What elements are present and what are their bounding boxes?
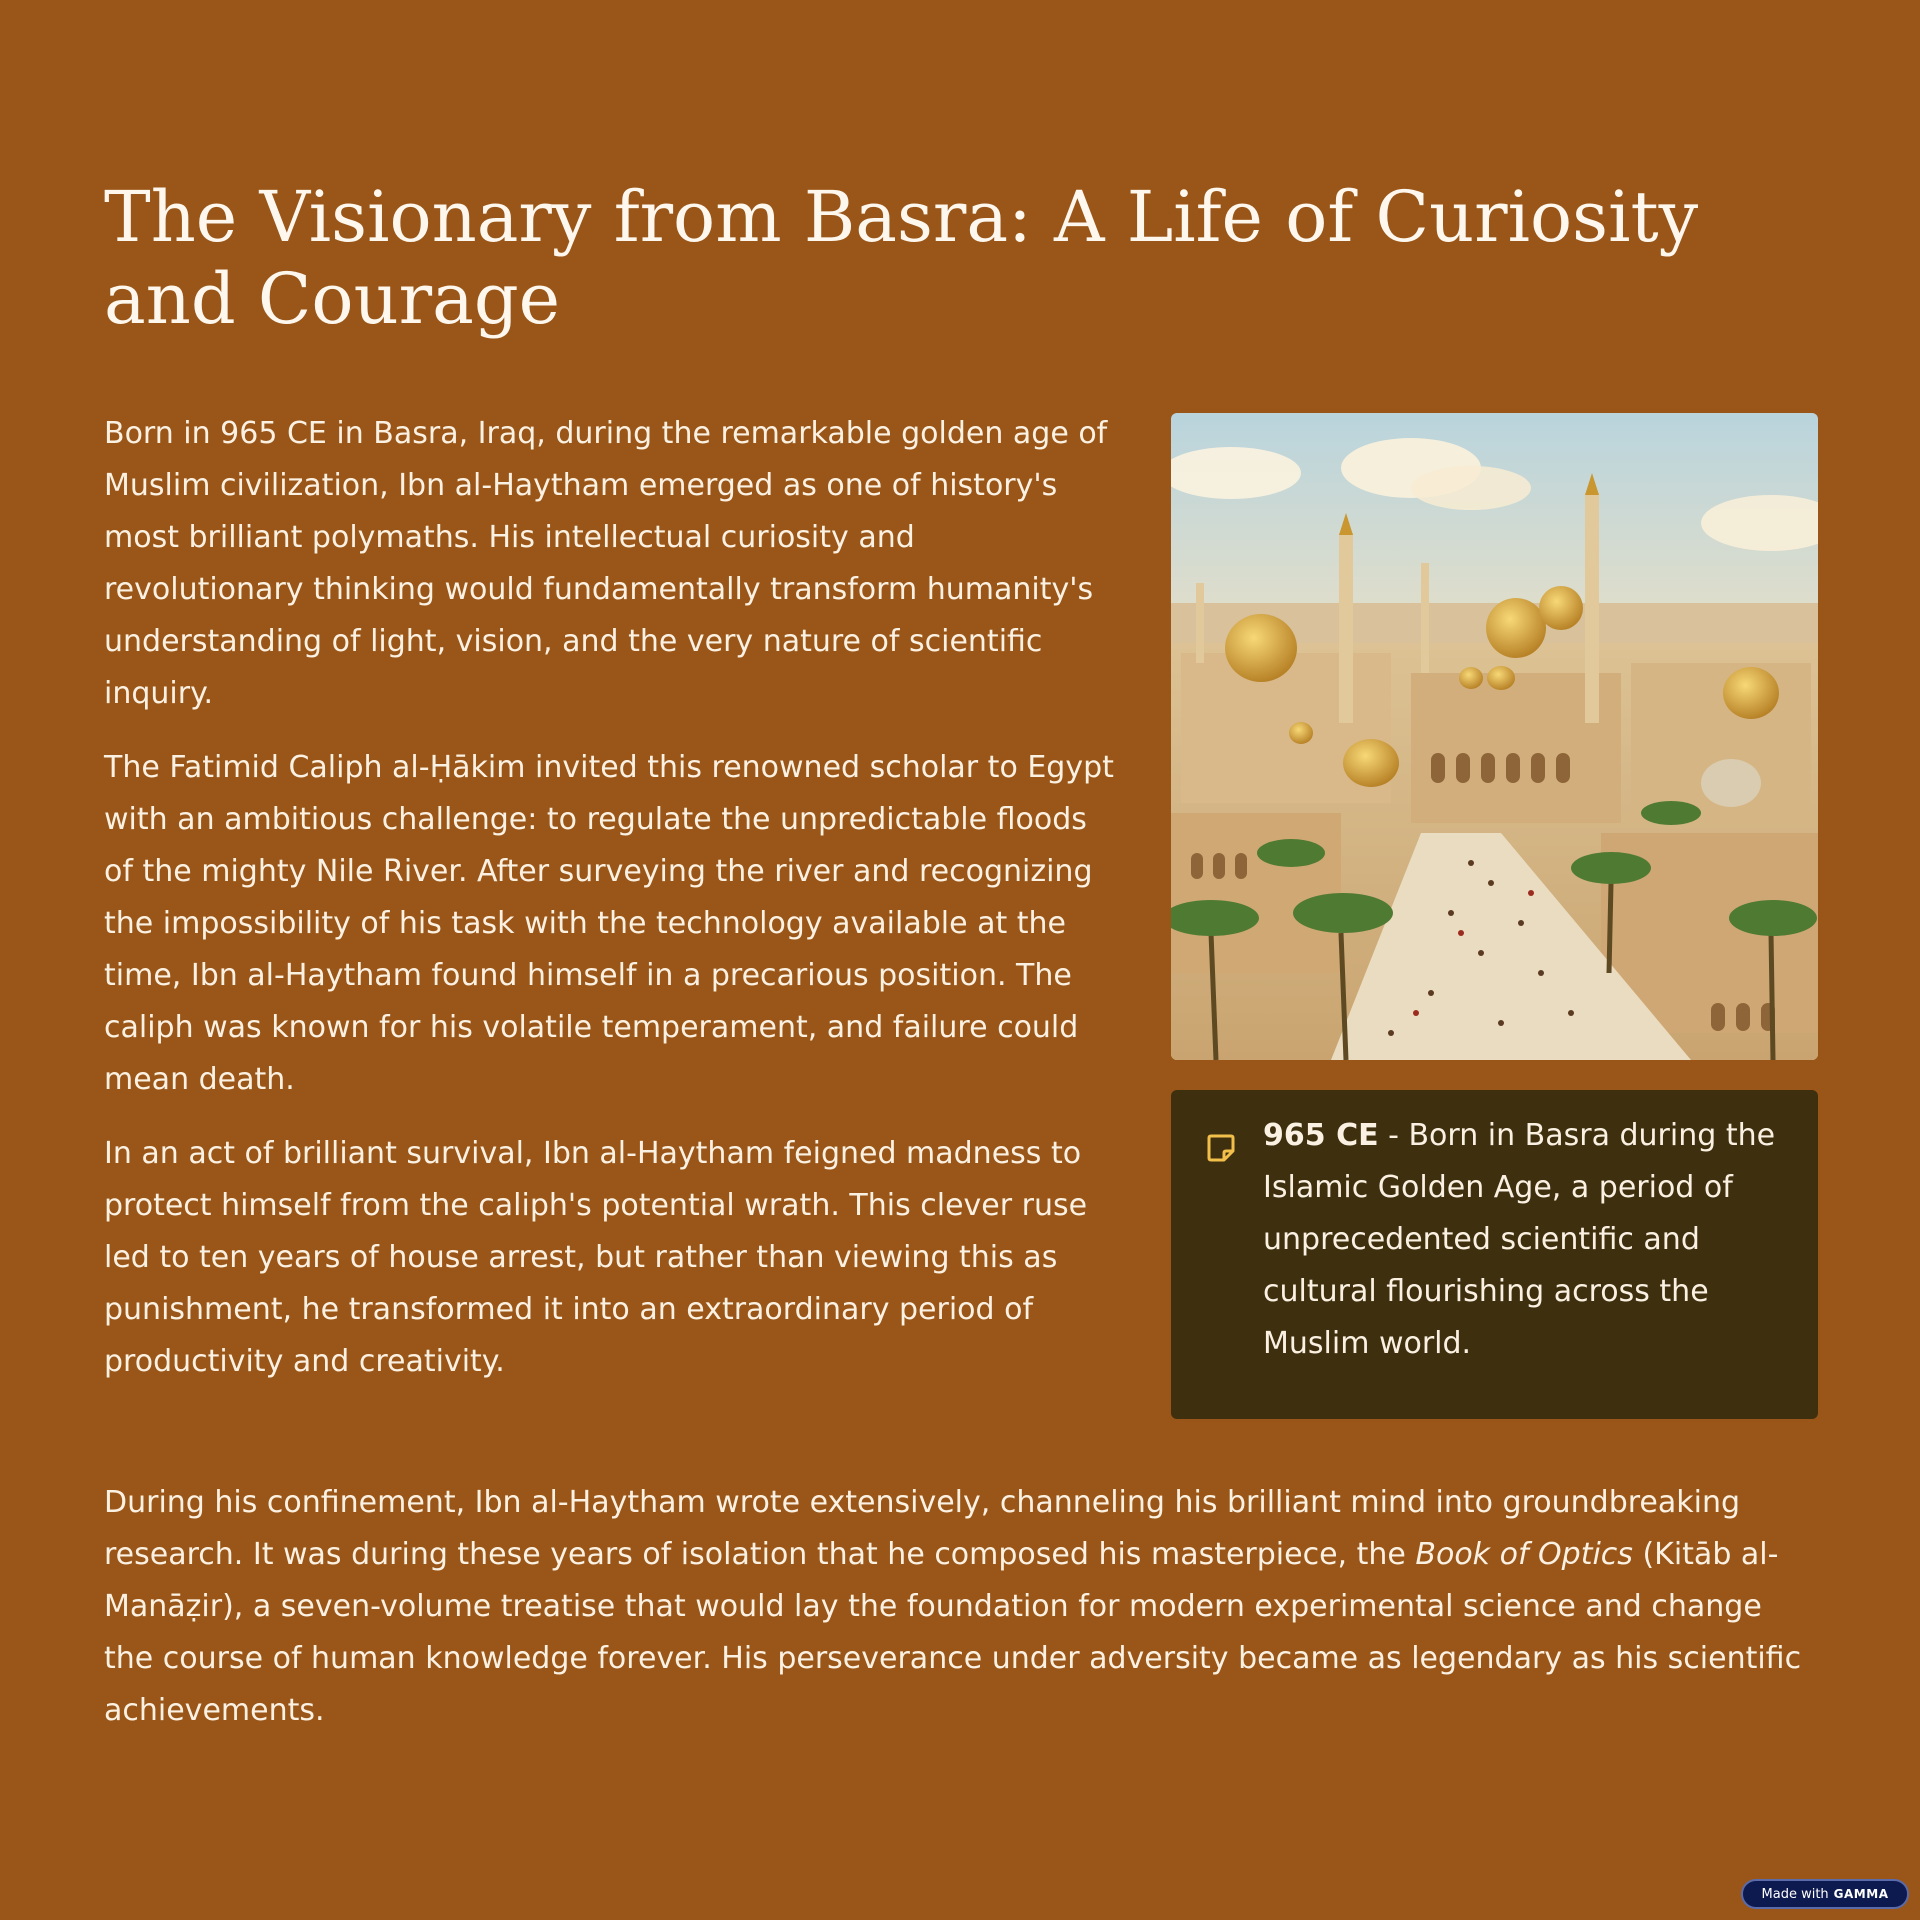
paragraph-caliph: The Fatimid Caliph al-Ḥākim invited this renowned scholar to Egypt with an ambitious challenge: to regulate the unpredictable floods of the mighty Nile River. After surveying the river and recognizing the impossibility of his task with the technology available at the time, Ibn al-Haytham found himself in a precarious position. The caliph was known for his volatile temperament, and failure could mean death.	[104, 750, 1114, 1097]
paragraph-birth: Born in 965 CE in Basra, Iraq, during the remarkable golden age of Muslim civilization, Ibn al-Haytham emerged as one of history's most brilliant polymaths. His intellectual curiosity and revolutionary thinking would fundamentally transform humanity's understanding of light, vision, and the very nature of scientific inquiry.	[104, 416, 1108, 711]
made-with-gamma-badge[interactable]	[1741, 1879, 1909, 1909]
intro-column	[104, 408, 1114, 1410]
book-title: Book of Optics	[1415, 1537, 1633, 1572]
badge-prefix: Made with	[1761, 1886, 1829, 1902]
gamma-logo: GAMMA	[1833, 1887, 1889, 1901]
basra-city-illustration	[1171, 413, 1818, 1060]
paragraph-confinement	[104, 1477, 1819, 1737]
note-icon	[1205, 1132, 1237, 1164]
paragraph-survival: In an act of brilliant survival, Ibn al-Haytham feigned madness to protect himself from the caliph's potential wrath. This clever ruse led to ten years of house arrest, but rather than viewing this as punishment, he transformed it into an extraordinary period of productivity and creativity.	[104, 1136, 1088, 1379]
timeline-callout	[1171, 1090, 1818, 1419]
callout-description: - Born in Basra during the Islamic Golden Age, a period of unprecedented scientific and cultural flourishing across the Muslim world.	[1263, 1118, 1776, 1361]
page-title: The Visionary from Basra: A Life of Curiosity and Courage	[104, 176, 1699, 340]
callout-text	[1263, 1110, 1793, 1370]
paragraph-confinement-end: (Kitāb al-Manāẓir), a seven-volume treatise that would lay the foundation for modern experimental science and change the course of human knowledge forever. His perseverance under adversity became as legendary as his scientific achievements.	[104, 1537, 1802, 1728]
callout-date: 965 CE	[1263, 1118, 1379, 1153]
paragraph-confinement-start: During his confinement, Ibn al-Haytham wrote extensively, channeling his brilliant mind into groundbreaking research. It was during these years of isolation that he composed his masterpiece, the	[104, 1485, 1741, 1572]
